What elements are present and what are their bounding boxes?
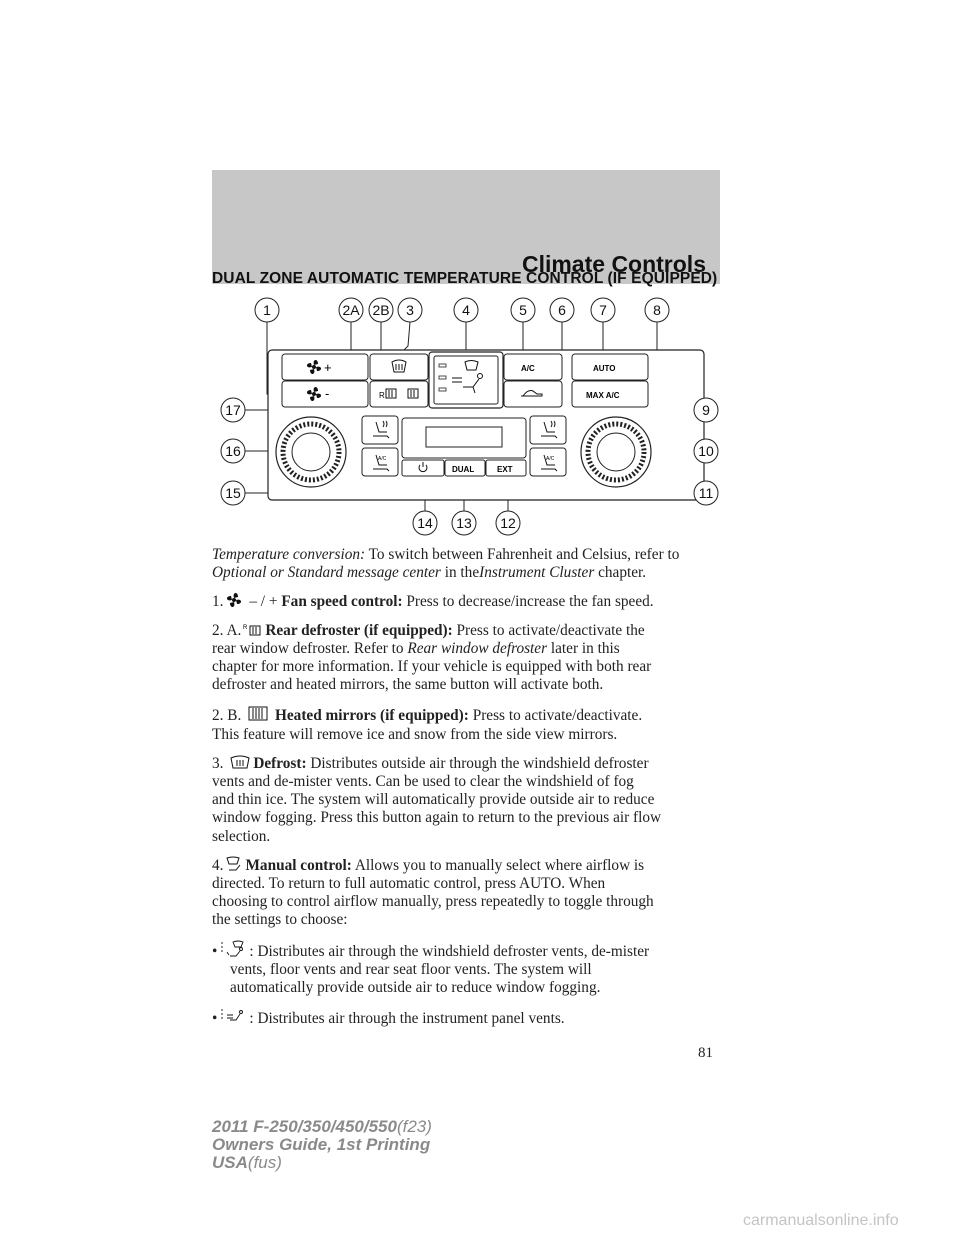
chapter-header <box>212 170 720 284</box>
svg-text:R: R <box>243 624 248 631</box>
defrost-floor-mode-icon <box>219 940 247 958</box>
recirculation-button <box>504 381 562 407</box>
svg-text:6: 6 <box>558 302 566 318</box>
minus-sign: - <box>325 386 330 401</box>
svg-text:17: 17 <box>225 402 241 418</box>
passenger-heated-seat-button <box>530 416 566 444</box>
svg-text:14: 14 <box>417 515 433 531</box>
watermark: carmanualsonline.info <box>743 1212 899 1229</box>
max-ac-label: MAX A/C <box>586 391 620 400</box>
svg-text:8: 8 <box>653 302 661 318</box>
svg-text:4: 4 <box>462 302 470 318</box>
svg-text:16: 16 <box>225 443 241 459</box>
defrost-icon <box>229 754 251 770</box>
bullet-defrost-floor: • : Distributes air through the windshield defroster vents, de-mister vents, floor vents and rear seat floor vents. The system will automatically provide outside air to reduce window fogging. <box>212 940 724 998</box>
temperature-conversion-note: Temperature conversion: To switch between Fahrenheit and Celsius, refer to Optional or Standard message center in theInstrument Cluster chapter. <box>212 546 680 582</box>
control-panel-diagram <box>212 294 722 540</box>
svg-text:7: 7 <box>599 302 607 318</box>
footer: 2011 F-250/350/450/550(f23) Owners Guide, 1st Printing USA(fus) <box>212 1117 432 1172</box>
ac-label: A/C <box>521 364 535 373</box>
svg-text:2A: 2A <box>342 302 360 318</box>
seat-ac-label: A/C <box>378 456 387 462</box>
plus-sign: + <box>324 360 332 375</box>
manual-airflow-icon <box>225 856 243 872</box>
item-manual-control: 4. Manual control: Allows you to manually select where airflow is directed. To return to full automatic control, press AUTO. When choosing to control airflow manually, press repeatedly to toggle through the settings to choose: <box>212 856 654 929</box>
item-heated-mirrors: 2. B. Heated mirrors (if equipped): Press to activate/deactivate. This feature will remove ice and snow from the side view mirrors. <box>212 704 724 743</box>
passenger-cooled-seat-button <box>530 448 566 476</box>
ext-label: EXT <box>497 465 513 474</box>
body-text <box>212 546 724 1028</box>
passenger-temperature-knob <box>581 417 651 487</box>
svg-text:13: 13 <box>456 515 472 531</box>
driver-cooled-seat-button <box>362 448 398 476</box>
rear-defrost-icon <box>243 623 263 637</box>
bullet-panel-vents: • : Distributes air through the instrument panel vents. <box>212 1007 724 1028</box>
svg-text:1: 1 <box>263 302 271 318</box>
item-rear-defroster: 2. A. R Rear defroster (if equipped): Press to activate/deactivate the rear window defroster. Refer to Rear window defroster later in this chapter for more information. If your vehicle is equipped with both rear defroster and heated mirrors, the same button will activate both. <box>212 621 652 694</box>
chapter-title: Climate Controls <box>521 251 706 277</box>
svg-text:15: 15 <box>225 485 241 501</box>
fan-icon <box>225 592 243 608</box>
item-fan-speed: 1. – / + Fan speed control: Press to decrease/increase the fan speed. <box>212 593 654 611</box>
dual-label: DUAL <box>452 465 475 474</box>
panel-vent-mode-icon <box>219 1007 247 1025</box>
page-number: 81 <box>698 1045 713 1061</box>
svg-text:11: 11 <box>698 485 714 501</box>
item-defrost: 3. Defrost: Distributes outside air through the windshield defroster vents and de-mister vents. Can be used to clear the windshield of fog and thin ice. The system will automatically provide outside air to reduce window fogging. Press this button again to return to the previous air flow selection. <box>212 754 662 845</box>
seat-ac-label: A/C <box>546 456 555 462</box>
svg-text:3: 3 <box>406 302 414 318</box>
svg-text:2B: 2B <box>372 302 390 318</box>
svg-text:5: 5 <box>519 302 527 318</box>
section-title: DUAL ZONE AUTOMATIC TEMPERATURE CONTROL (IF EQUIPPED) <box>212 270 718 287</box>
svg-text:12: 12 <box>500 515 516 531</box>
svg-text:10: 10 <box>698 443 714 459</box>
rear-label: R <box>379 391 385 400</box>
auto-label: AUTO <box>593 364 616 373</box>
svg-text:9: 9 <box>702 402 710 418</box>
driver-temperature-knob <box>276 417 346 487</box>
heated-mirror-icon <box>247 704 269 722</box>
driver-heated-seat-button <box>362 416 398 444</box>
